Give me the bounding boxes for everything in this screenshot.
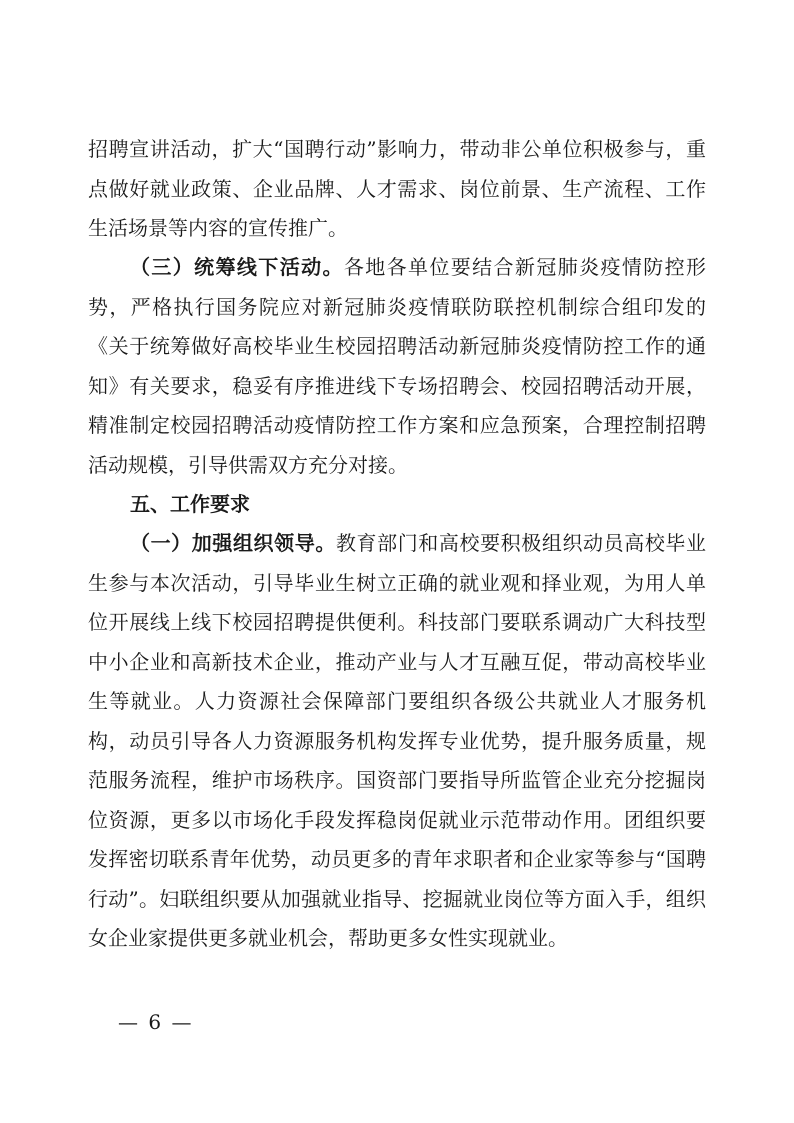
page-number: — 6 — [118,1010,194,1034]
section-3-body: 各地各单位要结合新冠肺炎疫情防控形势，严格执行国务院应对新冠肺炎疫情联防联控机制综合组印发的《关于统筹做好高校毕业生校园招聘活动新冠肺炎疫情防控工作的通知》有关要求，稳妥有序推进线下专场招聘会、校园招聘活动开展，精准制定校园招聘活动疫情防控工作方案和应急预案，合理控制招聘活动规模，引导供需双方充分对接。 [88,255,707,477]
section-3-lead: （三）统筹线下活动。 [130,255,344,279]
paragraph-promotion-text: 招聘宣讲活动，扩大“国聘行动”影响力，带动非公单位积极参与，重点做好就业政策、企业品牌、人才需求、岗位前景、生产流程、工作生活场景等内容的宣传推广。 [88,137,706,240]
paragraph-promotion [88,130,706,249]
paragraph-organization-leadership [88,524,706,959]
heading-text: 五、工作要求 [130,492,250,516]
paragraph-offline-activities [88,248,706,485]
section-1-body: 教育部门和高校要积极组织动员高校毕业生参与本次活动，引导毕业生树立正确的就业观和择业观，为用人单位开展线上线下校园招聘提供便利。科技部门要联系调动广大科技型中小企业和高新技术企业，推动产业与人才互融互促，带动高校毕业生等就业。人力资源社会保障部门要组织各级公共就业人才服务机构，动员引导各人力资源服务机构发挥专业优势，提升服务质量，规范服务流程，维护市场秩序。国资部门要指导所监管企业充分挖掘岗位资源，更多以市场化手段发挥稳岗促就业示范带动作用。团组织要发挥密切联系青年优势，动员更多的青年求职者和企业家等参与“国聘行动”。妇联组织要从加强就业指导、挖掘就业岗位等方面入手，组织女企业家提供更多就业机会，帮助更多女性实现就业。 [88,531,707,950]
section-heading-work-requirements [88,485,706,525]
section-1-lead: （一）加强组织领导。 [130,531,336,555]
